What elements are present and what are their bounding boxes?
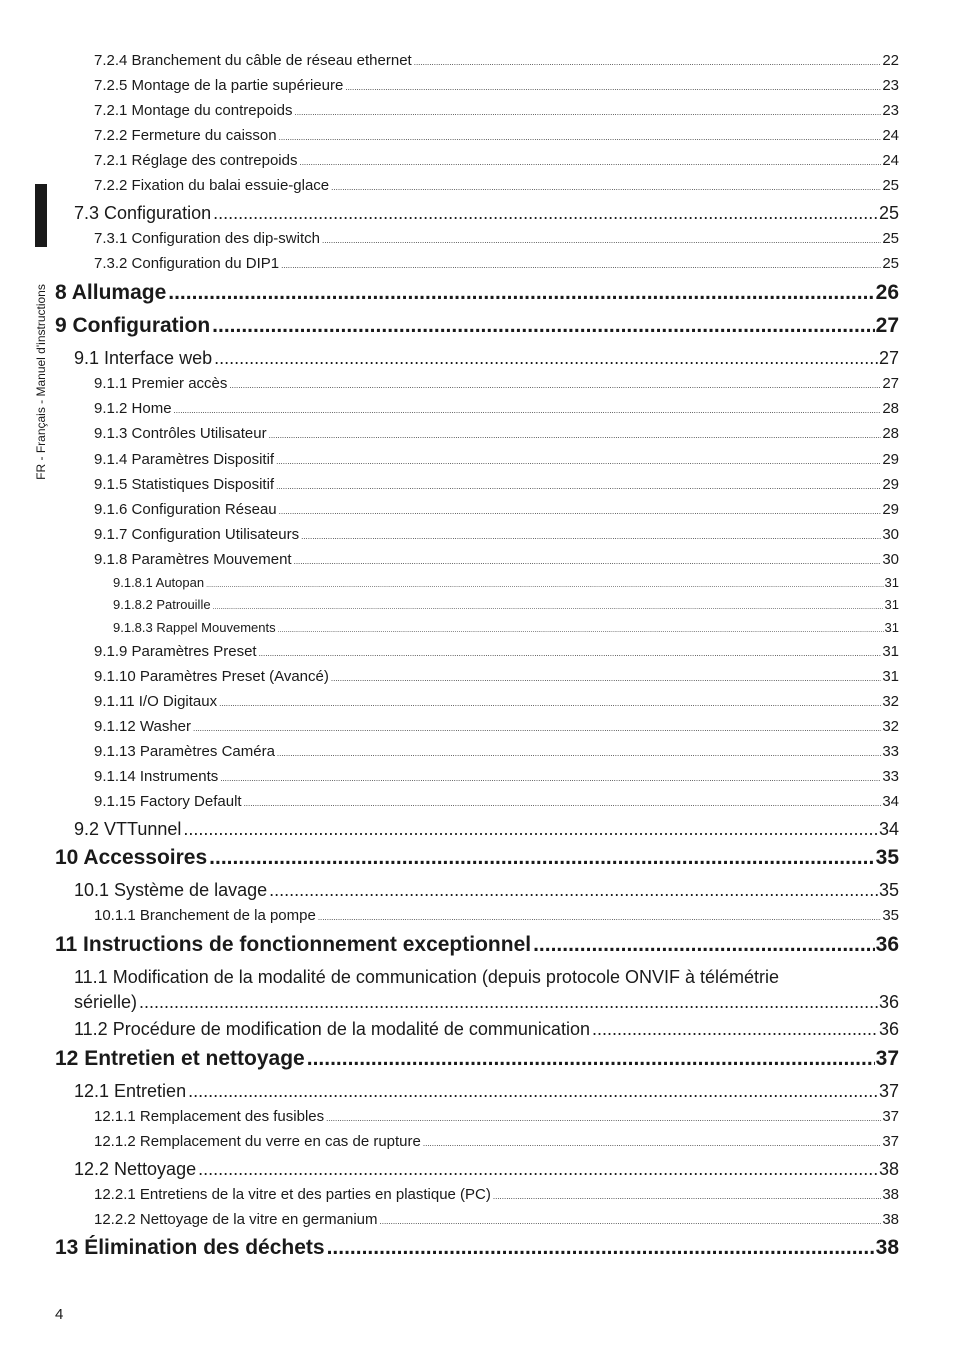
toc-entry-page: 25 — [882, 177, 899, 194]
dot-leader — [183, 819, 878, 840]
dot-leader — [301, 532, 881, 541]
toc-entry-title: 7.2.4 Branchement du câble de réseau ethernet — [94, 52, 412, 69]
toc-entry[interactable] — [94, 907, 899, 924]
toc-entry-page: 26 — [875, 281, 899, 304]
toc-entry-title: 13 Élimination des déchets — [55, 1236, 325, 1259]
toc-entry[interactable] — [94, 1211, 899, 1228]
toc-entry-page: 35 — [875, 846, 899, 869]
toc-entry[interactable] — [94, 177, 899, 194]
dot-leader — [592, 1019, 878, 1040]
toc-entry-title: 7.2.1 Réglage des contrepoids — [94, 152, 298, 169]
toc-entry[interactable] — [94, 501, 899, 518]
toc-entry-page: 27 — [875, 314, 899, 337]
toc-entry-title: 9.2 VTTunnel — [74, 819, 182, 839]
dot-leader — [279, 133, 882, 142]
dot-leader — [198, 1159, 878, 1180]
toc-entry-title: 12.1 Entretien — [74, 1081, 187, 1101]
toc-entry-page: 27 — [882, 375, 899, 392]
toc-entry-page: 29 — [882, 501, 899, 518]
toc-entry-title: 9.1 Interface web — [74, 348, 213, 368]
toc-entry[interactable] — [94, 1186, 899, 1203]
toc-entry-page: 28 — [882, 400, 899, 417]
toc-entry[interactable] — [94, 768, 899, 785]
dot-leader — [279, 507, 882, 516]
toc-entry[interactable] — [94, 77, 899, 94]
toc-entry[interactable] — [94, 668, 899, 685]
dot-leader — [259, 649, 882, 658]
toc-entry[interactable] — [94, 375, 899, 392]
toc-entry-page: 31 — [884, 597, 899, 612]
toc-entry[interactable] — [94, 52, 899, 69]
dot-leader — [276, 482, 881, 491]
toc-entry-title: 9.1.9 Paramètres Preset — [94, 643, 257, 660]
toc-entry[interactable] — [94, 152, 899, 169]
toc-entry[interactable] — [113, 575, 899, 590]
toc-entry-page: 35 — [878, 880, 899, 900]
dot-leader — [276, 457, 881, 466]
toc-entry-title: 9.1.13 Paramètres Caméra — [94, 743, 275, 760]
toc-entry-title: 9.1.8 Paramètres Mouvement — [94, 551, 292, 568]
toc-entry-page: 30 — [882, 551, 899, 568]
toc-entry-page: 30 — [882, 526, 899, 543]
toc-entry-title: 9.1.1 Premier accès — [94, 375, 228, 392]
dot-leader — [414, 58, 882, 67]
side-language-label: FR - Français - Manuel d'instructions — [34, 284, 48, 480]
toc-entry-title: 12 Entretien et nettoyage — [55, 1047, 305, 1070]
toc-entry-title: 7.3 Configuration — [74, 203, 212, 223]
toc-entry[interactable] — [94, 1108, 899, 1125]
dot-leader — [213, 604, 884, 611]
toc-entry-page: 32 — [882, 693, 899, 710]
toc-entry-title: 9.1.12 Washer — [94, 718, 191, 735]
toc-entry-page: 38 — [882, 1211, 899, 1228]
dot-leader — [423, 1139, 881, 1148]
toc-entry-page: 23 — [882, 77, 899, 94]
toc-entry-title: 9.1.6 Configuration Réseau — [94, 501, 277, 518]
toc-entry-page: 31 — [884, 575, 899, 590]
toc-entry-page: 37 — [875, 1047, 899, 1070]
toc-entry-title: 9.1.8.1 Autopan — [113, 575, 205, 590]
toc-entry-page: 25 — [882, 230, 899, 247]
toc-entry[interactable] — [94, 693, 899, 710]
toc-entry[interactable] — [94, 425, 899, 442]
toc-entry[interactable] — [55, 1236, 899, 1260]
toc-entry[interactable] — [94, 643, 899, 660]
toc-entry-title: 12.1.1 Remplacement des fusibles — [94, 1108, 325, 1125]
dot-leader — [269, 431, 882, 440]
toc-entry-page: 36 — [878, 992, 899, 1012]
dot-leader — [244, 799, 882, 808]
toc-entry-page: 37 — [882, 1133, 899, 1150]
toc-entry-title-line1[interactable]: 11.1 Modification de la modalité de communication (depuis protocole ONVIF à télémétrie — [74, 967, 780, 987]
toc-entry[interactable] — [74, 203, 899, 224]
toc-entry-title: 12.2.2 Nettoyage de la vitre en germanium — [94, 1211, 378, 1228]
toc-entry-page: 23 — [882, 102, 899, 119]
toc-entry-page: 31 — [882, 668, 899, 685]
toc-entry-title: 9.1.15 Factory Default — [94, 793, 242, 810]
toc-entry[interactable] — [74, 1081, 899, 1102]
toc-entry-title: 11 Instructions de fonctionnement exceptionnel — [55, 933, 532, 956]
dot-leader — [213, 203, 878, 224]
dot-leader — [281, 261, 881, 270]
dot-leader — [168, 281, 874, 305]
toc-entry-page: 38 — [882, 1186, 899, 1203]
toc-entry[interactable] — [55, 846, 899, 870]
dot-leader — [322, 236, 881, 245]
dot-leader — [380, 1217, 882, 1226]
toc-entry[interactable] — [94, 400, 899, 417]
toc-entry[interactable] — [94, 451, 899, 468]
dot-leader — [206, 582, 883, 589]
toc-entry-title: 7.3.1 Configuration des dip-switch — [94, 230, 320, 247]
dot-leader — [294, 557, 882, 566]
toc-entry[interactable] — [113, 620, 899, 635]
toc-entry[interactable] — [74, 819, 899, 840]
toc-entry-title: 10 Accessoires — [55, 846, 208, 869]
toc-entry-title: 10.1 Système de lavage — [74, 880, 268, 900]
toc-entry-page: 36 — [878, 1019, 899, 1039]
dot-leader — [174, 406, 882, 415]
toc-entry-page: 22 — [882, 52, 899, 69]
dot-leader — [331, 183, 881, 192]
toc-entry-title: 7.3.2 Configuration du DIP1 — [94, 255, 280, 272]
toc-entry-title: 12.2.1 Entretiens de la vitre et des parties en plastique (PC) — [94, 1186, 491, 1203]
toc-entry-title: 9.1.4 Paramètres Dispositif — [94, 451, 275, 468]
toc-entry-page: 27 — [878, 348, 899, 368]
toc-entry-page: 29 — [882, 451, 899, 468]
dot-leader — [326, 1114, 881, 1123]
dot-leader — [269, 880, 878, 901]
toc-entry-page: 24 — [882, 127, 899, 144]
toc-entry[interactable] — [94, 793, 899, 810]
toc-entry-page: 38 — [878, 1159, 899, 1179]
toc-entry-title: 7.2.5 Montage de la partie supérieure — [94, 77, 344, 94]
toc-entry-title: 12.2 Nettoyage — [74, 1159, 197, 1179]
toc-entry-title: 9.1.7 Configuration Utilisateurs — [94, 526, 300, 543]
toc-entry[interactable] — [55, 933, 899, 957]
toc-entry-title: 9.1.11 I/O Digitaux — [94, 693, 218, 710]
toc-entry-title: 9.1.8.3 Rappel Mouvements — [113, 620, 276, 635]
toc-entry-title: 7.2.2 Fermeture du caisson — [94, 127, 277, 144]
toc-entry[interactable] — [74, 1019, 899, 1040]
dot-leader — [493, 1192, 881, 1201]
toc-entry-page: 38 — [875, 1236, 899, 1259]
dot-leader — [307, 1047, 875, 1071]
toc-entry-page: 34 — [882, 793, 899, 810]
toc-entry-page: 31 — [884, 620, 899, 635]
toc-entry-title: 11.2 Procédure de modification de la modalité de communication — [74, 1019, 590, 1039]
toc-entry-page: 33 — [882, 743, 899, 760]
toc-entry[interactable] — [94, 230, 899, 247]
toc-entry-page: 25 — [878, 203, 899, 223]
toc-entry-page: 28 — [882, 425, 899, 442]
dot-leader — [327, 1236, 875, 1260]
toc-entry-page: 34 — [878, 819, 899, 839]
dot-leader — [229, 381, 881, 390]
toc-entry[interactable] — [74, 1159, 899, 1180]
toc-entry[interactable] — [94, 476, 899, 493]
toc-entry-title: 9.1.2 Home — [94, 400, 172, 417]
toc-entry[interactable] — [74, 348, 899, 369]
dot-leader — [188, 1081, 878, 1102]
toc-entry[interactable] — [74, 992, 899, 1013]
toc-entry[interactable] — [94, 255, 899, 272]
dot-leader — [299, 158, 881, 167]
toc-entry[interactable] — [94, 102, 899, 119]
toc-entry-page: 35 — [882, 907, 899, 924]
toc-entry[interactable] — [55, 314, 899, 338]
toc-entry-page: 37 — [882, 1108, 899, 1125]
toc-entry-title: 9.1.3 Contrôles Utilisateur — [94, 425, 267, 442]
dot-leader — [193, 724, 881, 733]
toc-entry-page: 33 — [882, 768, 899, 785]
toc-entry[interactable] — [55, 281, 899, 305]
dot-leader — [214, 348, 878, 369]
dot-leader — [277, 749, 881, 758]
dot-leader — [533, 933, 875, 957]
toc-entry-title: 9.1.5 Statistiques Dispositif — [94, 476, 275, 493]
page-number: 4 — [55, 1306, 64, 1323]
dot-leader — [331, 674, 881, 683]
toc-entry[interactable] — [94, 718, 899, 735]
toc-entry-page: 31 — [882, 643, 899, 660]
toc-entry-title: 9.1.14 Instruments — [94, 768, 219, 785]
toc-entry-page: 37 — [878, 1081, 899, 1101]
toc-entry[interactable] — [55, 1047, 899, 1071]
toc-entry-page: 32 — [882, 718, 899, 735]
dot-leader — [212, 314, 874, 338]
dot-leader — [278, 627, 884, 634]
dot-leader — [294, 108, 881, 117]
toc-entry[interactable] — [94, 127, 899, 144]
toc-entry-title: 7.2.1 Montage du contrepoids — [94, 102, 293, 119]
toc-entry[interactable] — [94, 526, 899, 543]
dot-leader — [318, 913, 881, 922]
dot-leader — [219, 699, 881, 708]
toc-entry-title: 12.1.2 Remplacement du verre en cas de rupture — [94, 1133, 421, 1150]
toc-entry-title: 7.2.2 Fixation du balai essuie-glace — [94, 177, 330, 194]
toc-entry-title: sérielle) — [74, 992, 138, 1012]
toc-entry-title: 9.1.8.2 Patrouille — [113, 597, 211, 612]
toc-entry[interactable] — [94, 743, 899, 760]
toc-entry-page: 24 — [882, 152, 899, 169]
toc-entry[interactable] — [94, 551, 899, 568]
toc-entry[interactable] — [74, 880, 899, 901]
dot-leader — [139, 992, 878, 1013]
toc-entry-title: 10.1.1 Branchement de la pompe — [94, 907, 316, 924]
toc-entry-title: 9.1.10 Paramètres Preset (Avancé) — [94, 668, 329, 685]
dot-leader — [209, 846, 874, 870]
toc-entry[interactable] — [94, 1133, 899, 1150]
toc-entry-title: 9 Configuration — [55, 314, 211, 337]
toc-entry-title: 8 Allumage — [55, 281, 167, 304]
toc-entry-page: 36 — [875, 933, 899, 956]
dot-leader — [345, 83, 881, 92]
toc-entry-page: 25 — [882, 255, 899, 272]
toc-entry[interactable] — [113, 597, 899, 612]
dot-leader — [220, 774, 881, 783]
toc-entry-page: 29 — [882, 476, 899, 493]
